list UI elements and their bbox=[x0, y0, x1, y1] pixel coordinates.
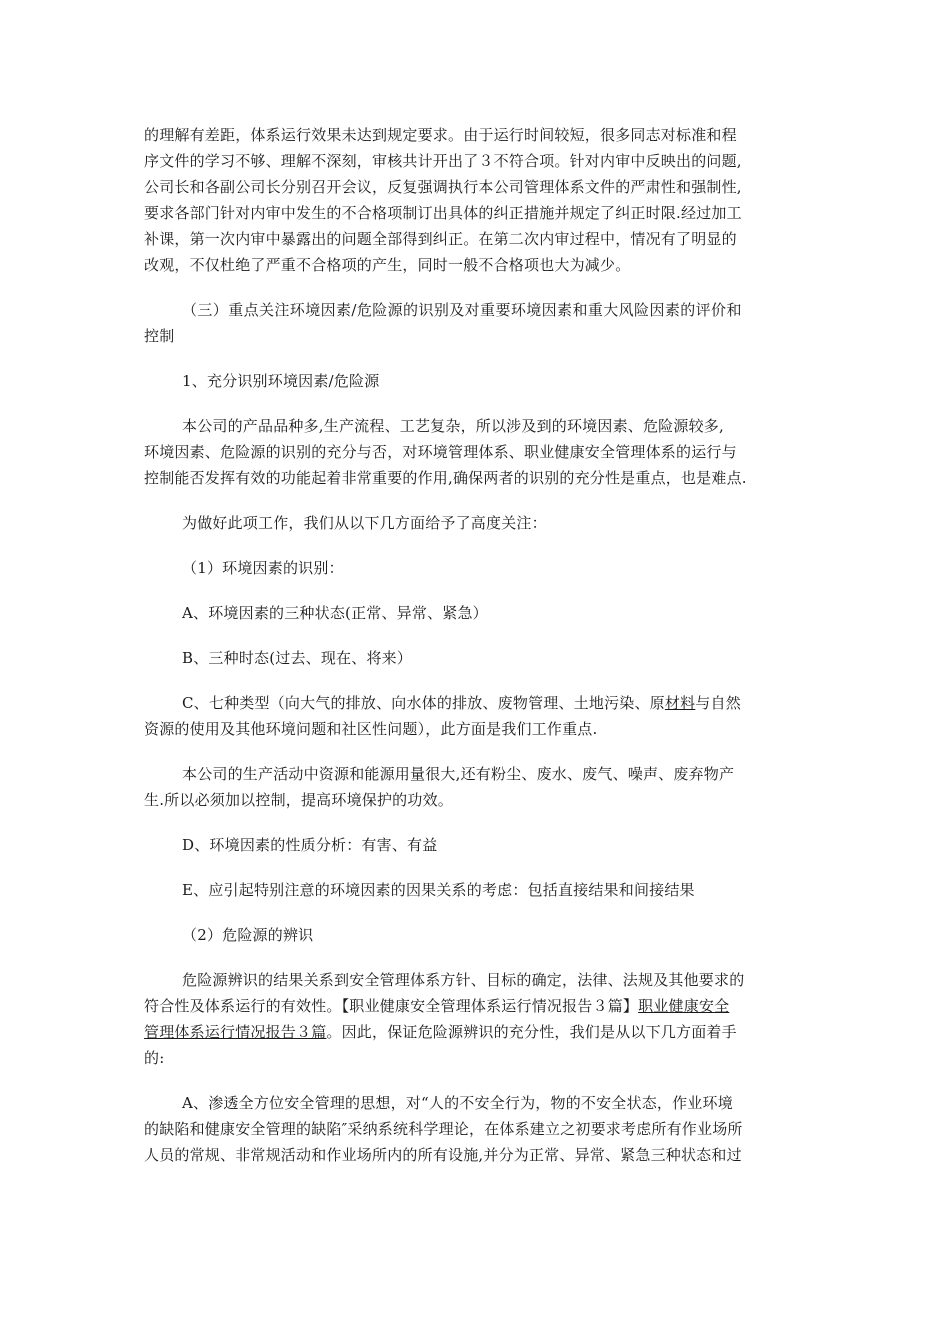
text-line bbox=[144, 1019, 816, 1045]
text-line: 的理解有差距，体系运行效果未达到规定要求。由于运行时间较短，很多同志对标准和程 bbox=[144, 126, 737, 144]
list-item-d-nature: D、环境因素的性质分析：有害、有益 bbox=[182, 836, 438, 854]
text-line: 控制能否发挥有效的功能起着非常重要的作用,确保两者的识别的充分性是重点，也是难点. bbox=[144, 469, 747, 487]
text-segment: C、七种类型（向大气的排放、向水体的排放、废物管理、土地污染、原 bbox=[182, 694, 665, 712]
paragraph-safety-management bbox=[144, 1090, 816, 1168]
list-heading-hazard-identification: （2）危险源的辨识 bbox=[182, 926, 314, 944]
list-item-e-causality: E、应引起特别注意的环境因素的因果关系的考虑：包括直接结果和间接结果 bbox=[182, 881, 695, 899]
text-line: 公司长和各副公司长分别召开会议，反复强调执行本公司管理体系文件的严肃性和强制性, bbox=[144, 178, 742, 196]
text-line: 的: bbox=[144, 1049, 165, 1067]
text-line bbox=[144, 690, 816, 716]
text-line: （三）重点关注环境因素/危险源的识别及对重要环境因素和重大风险因素的评价和 bbox=[182, 301, 742, 319]
text-line: A、渗透全方位安全管理的思想，对“人的不安全行为，物的不安全状态，作业环境 bbox=[182, 1094, 733, 1112]
list-item-b-tenses: B、三种时态(过去、现在、将来） bbox=[182, 649, 413, 667]
text-line: 资源的使用及其他环境问题和社区性问题），此方面是我们工作重点. bbox=[144, 720, 598, 738]
list-item-c-types bbox=[144, 690, 816, 742]
section-heading-three bbox=[144, 297, 816, 349]
paragraph-product-variety bbox=[144, 413, 816, 491]
paragraph-resource-usage bbox=[144, 761, 816, 813]
text-line: 生.所以必须加以控制，提高环境保护的功效。 bbox=[144, 791, 453, 809]
subheading-identify-factors: 1、充分识别环境因素/危险源 bbox=[182, 372, 380, 390]
text-line: 要求各部门针对内审中发生的不合格项制订出具体的纠正措施并规定了纠正时限.经过加工 bbox=[144, 204, 742, 222]
paragraph-hazard-results bbox=[144, 967, 816, 1071]
document-page bbox=[144, 122, 816, 1168]
text-line: 本公司的产品品种多,生产流程、工艺复杂，所以涉及到的环境因素、危险源较多, bbox=[182, 417, 724, 435]
text-segment: 符合性及体系运行的有效性。【职业健康安全管理体系运行情况报告３篇】 bbox=[144, 997, 639, 1015]
text-line: 环境因素、危险源的识别的充分与否，对环境管理体系、职业健康安全管理体系的运行与 bbox=[144, 443, 737, 461]
text-line: 控制 bbox=[144, 327, 175, 345]
text-line: 改观，不仅杜绝了严重不合格项的产生，同时一般不合格项也大为减少。 bbox=[144, 256, 631, 274]
list-heading-env-identification: （1）环境因素的识别： bbox=[182, 559, 344, 577]
paragraph-audit-results bbox=[144, 122, 816, 278]
text-line: 本公司的生产活动中资源和能源用量很大,还有粉尘、废水、废气、噪声、废弃物产 bbox=[182, 765, 735, 783]
text-line: 序文件的学习不够、理解不深刻，审核共计开出了３不符合项。针对内审中反映出的问题, bbox=[144, 152, 742, 170]
text-line: 危险源辨识的结果关系到安全管理体系方针、目标的确定，法律、法规及其他要求的 bbox=[182, 971, 745, 989]
list-item-a-states: A、环境因素的三种状态(正常、异常、紧急） bbox=[182, 604, 488, 622]
report-link[interactable]: 职业健康安全 bbox=[638, 997, 730, 1015]
text-line: 人员的常规、非常规活动和作业场所内的所有设施,并分为正常、异常、紧急三种状态和过 bbox=[144, 1146, 742, 1164]
text-line bbox=[144, 993, 816, 1019]
text-line: 补课，第一次内审中暴露出的问题全部得到纠正。在第二次内审过程中，情况有了明显的 bbox=[144, 230, 737, 248]
materials-link[interactable]: 材料 bbox=[664, 694, 696, 712]
text-segment: 。因此，保证危险源辨识的充分性，我们是从以下几方面着手 bbox=[326, 1023, 737, 1041]
paragraph-focus-intro: 为做好此项工作，我们从以下几方面给予了高度关注： bbox=[182, 514, 547, 532]
text-line: 的缺陷和健康安全管理的缺陷″采纳系统科学理论，在体系建立之初要求考虑所有作业场所 bbox=[144, 1120, 743, 1138]
report-link-continued[interactable]: 管理体系运行情况报告３篇 bbox=[144, 1023, 327, 1041]
text-segment: 与自然 bbox=[695, 694, 741, 712]
